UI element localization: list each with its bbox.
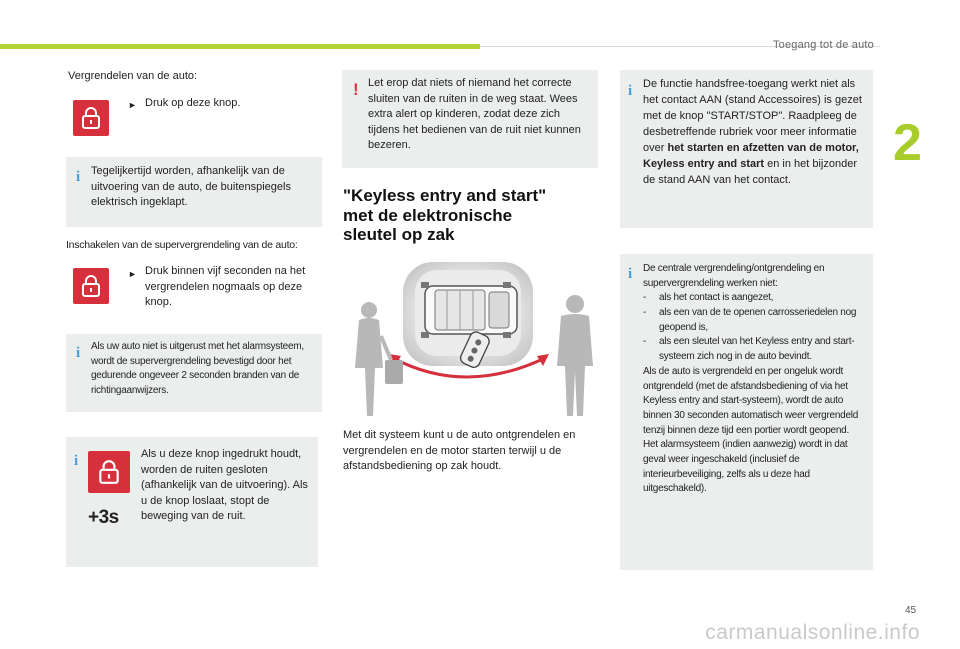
info-box-handsfree [620,70,873,228]
step-superlock: Druk binnen vijf seconden na het vergrendelen nogmaals op deze knop. [145,265,306,309]
info-icon: i [76,345,81,361]
info-box-alarm [66,334,322,412]
list-item: - als een sleutel van het Keyless entry and start-systeem zich nog in de auto bevindt. [643,336,855,363]
info-mirrors-text: Tegelijkertijd worden, afhankelijk van de uitvoering van de auto, de buitenspiegels elektrisch ingeklapt. [91,165,291,209]
info-icon: i [628,83,633,99]
info-box-windows [66,437,318,567]
lock-button-icon [88,451,130,493]
page-number: 45 [905,605,917,616]
info-icon: i [628,266,633,282]
info-alarm-text: Als uw auto niet is uitgerust met het alarmsysteem, wordt de supervergrendeling bevestigd door het gedurende ongeveer 2 seconden branden van de richtingaanwijzers. [91,341,304,396]
info-windows-text: Als u deze knop ingedrukt houdt, worden de ruiten gesloten (afhankelijk van de uitvoering). Als u de knop loslaat, stopt de beweging van de ruit. [141,448,308,523]
header-accent-bar [0,44,480,49]
info-icon: i [76,169,81,185]
list-item: - als een van de te openen carrosseriedelen nog geopend is, [643,307,857,333]
super-heading: Inschakelen van de supervergrendeling van de auto: [66,239,298,251]
info-box-central-locking [620,254,873,570]
chapter-title: Toegang tot de auto [772,39,874,51]
section-title-line-1: "Keyless entry and start" [343,186,547,205]
keyless-illustration [345,256,595,421]
watermark: carmanualsonline.info [705,621,920,644]
chapter-number: 2 [893,114,922,172]
relock-paragraph: Als de auto is vergrendeld en per ongeluk wordt ontgrendeld (met de afstandsbediening of via het Keyless entry and start-systeem), wordt de auto binnen 30 seconden automatisch weer vergrendeld tenzij binnen deze tijd een portier wordt geopend. [643,365,859,436]
alarm-paragraph: Het alarmsysteem (indien aanwezig) wordt in dat geval weer ingeschakeld (inclusief de interieurbeveiliging, zelfs als u deze had uitgeschakeld). [643,439,848,495]
lock-button-icon [73,268,109,304]
list-item: - als het contact is aangezet, [643,292,774,304]
section-title-line-2: met de elektronische [343,205,513,225]
warning-icon: ! [353,80,359,99]
step-lock: Druk op deze knop. [145,97,241,109]
lock-heading: Vergrendelen van de auto: [68,70,198,82]
warning-box [342,70,598,168]
info-handsfree-text: De functie handsfree-toegang werkt niet als het contact AAN (stand Accessoires) is gezet met de knop "START/STOP". Raadpleeg de desbetreffende rubriek voor meer informatie over het starten en afzetten van de motor, Keyless entry and start en in het bijzonder de stand AAN van het contact. [643,78,862,186]
info-icon: i [74,453,79,469]
keyless-description: Met dit systeem kunt u de auto ontgrendelen en vergrendelen en de motor starten terwijl u de afstandsbediening op zak houdt. [343,429,576,473]
info-box-mirrors [66,157,322,227]
bullet-icon: ► [128,100,137,110]
info-central-locking-text [643,262,871,497]
central-locking-intro: De centrale vergrendeling/ontgrendeling en supervergrendeling werken niet: [643,263,825,289]
warning-text: Let erop dat niets of niemand het correcte sluiten van de ruiten in de weg staat. Wees extra alert op kinderen, zodat deze zich tijdens het bedienen van de ruit niet kunnen bezeren. [368,77,581,152]
bullet-icon: ► [128,269,137,279]
section-title [343,186,603,245]
lock-button-icon [73,100,109,136]
hold-3s-badge: +3s [88,507,119,528]
section-title-line-3: sleutel op zak [343,225,455,245]
